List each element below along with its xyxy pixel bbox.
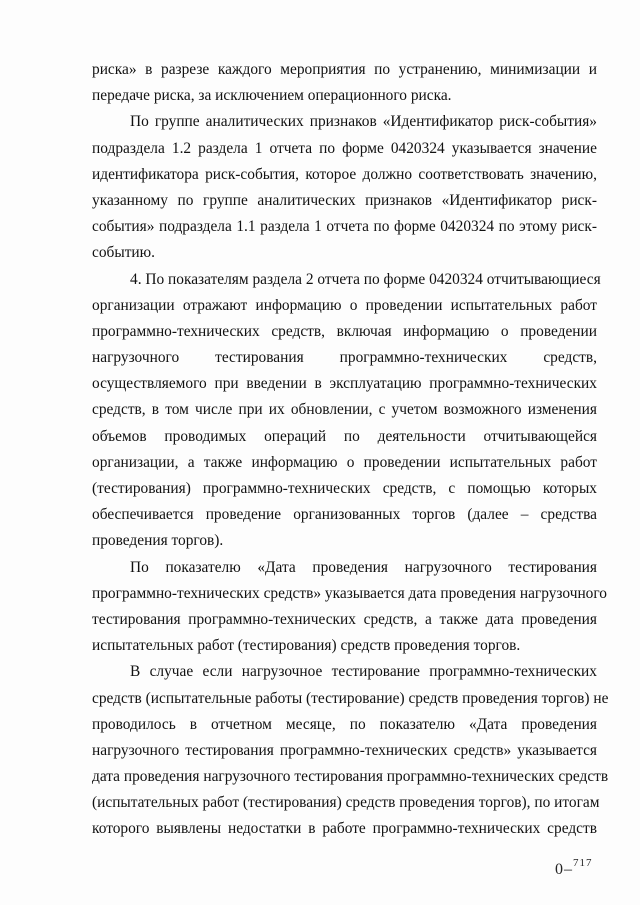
text-line: организации отражают информацию о проведении испытательных работ — [92, 296, 597, 314]
text-line: которого выявлены недостатки в работе программно-технических средств — [92, 820, 597, 838]
text-line: нагрузочного тестирования программно-технических средств» указывается — [92, 741, 597, 759]
page-number-value: 717 — [573, 857, 593, 869]
text-line: подраздела 1.2 раздела 1 отчета по форме 0420324 указывается значение — [92, 139, 597, 157]
text-line: программно-технических средств» указывается дата проведения нагрузочного — [92, 584, 608, 602]
text-line: события» подраздела 1.1 раздела 1 отчета по форме 0420324 по этому риск- — [92, 218, 597, 236]
text-line: обеспечивается проведение организованных торгов (далее – средства — [92, 506, 597, 524]
text-line: По показателю «Дата проведения нагрузочного тестирования — [130, 558, 597, 576]
page-number-prefix: 0 — [555, 861, 564, 878]
text-line: дата проведения нагрузочного тестирования программно-технических средств — [92, 768, 609, 786]
text-line: риска» в разрезе каждого мероприятия по устранению, минимизации и — [92, 61, 597, 78]
text-line: испытательных работ (тестирования) средств проведения торгов. — [92, 637, 521, 655]
text-line: средств (испытательные работы (тестирование) средств проведения торгов) не — [92, 689, 609, 707]
text-line: указанному по группе аналитических признаков «Идентификатор риск- — [92, 191, 597, 209]
page-number-mark: – — [564, 861, 573, 878]
text-line: проведения торгов). — [92, 532, 224, 550]
text-line: средств, в том числе при их обновлении, с учетом возможного изменения — [92, 401, 597, 419]
text-line: В случае если нагрузочное тестирование программно-технических — [130, 663, 597, 681]
text-line: идентификатора риск-события, которое должно соответствовать значению, — [92, 165, 597, 183]
text-line: нагрузочного тестирования программно-технических средств, — [92, 349, 597, 367]
text-line: осуществляемого при введении в эксплуатацию программно-технических — [92, 375, 597, 393]
body-text — [92, 57, 609, 843]
text-line: программно-технических средств, включая информацию о проведении — [92, 322, 597, 340]
text-line: событию. — [92, 244, 156, 262]
text-line: тестирования программно-технических средств, а также дата проведения — [92, 610, 597, 628]
text-line: проводилось в отчетном месяце, по показателю «Дата проведения — [92, 715, 597, 733]
page-number — [555, 857, 593, 879]
text-line: передаче риска, за исключением операционного риска. — [92, 87, 452, 105]
text-line: (испытательных работ (тестирования) средств проведения торгов), по итогам — [92, 794, 600, 812]
text-line: 4. По показателям раздела 2 отчета по форме 0420324 отчитывающиеся — [130, 270, 601, 288]
text-line: объемов проводимых операций по деятельности отчитывающейся — [92, 427, 597, 445]
text-line: По группе аналитических признаков «Идентификатор риск-события» — [130, 113, 597, 131]
text-line: организации, а также информацию о проведении испытательных работ — [92, 453, 597, 471]
text-line: (тестирования) программно-технических средств, с помощью которых — [92, 480, 597, 497]
